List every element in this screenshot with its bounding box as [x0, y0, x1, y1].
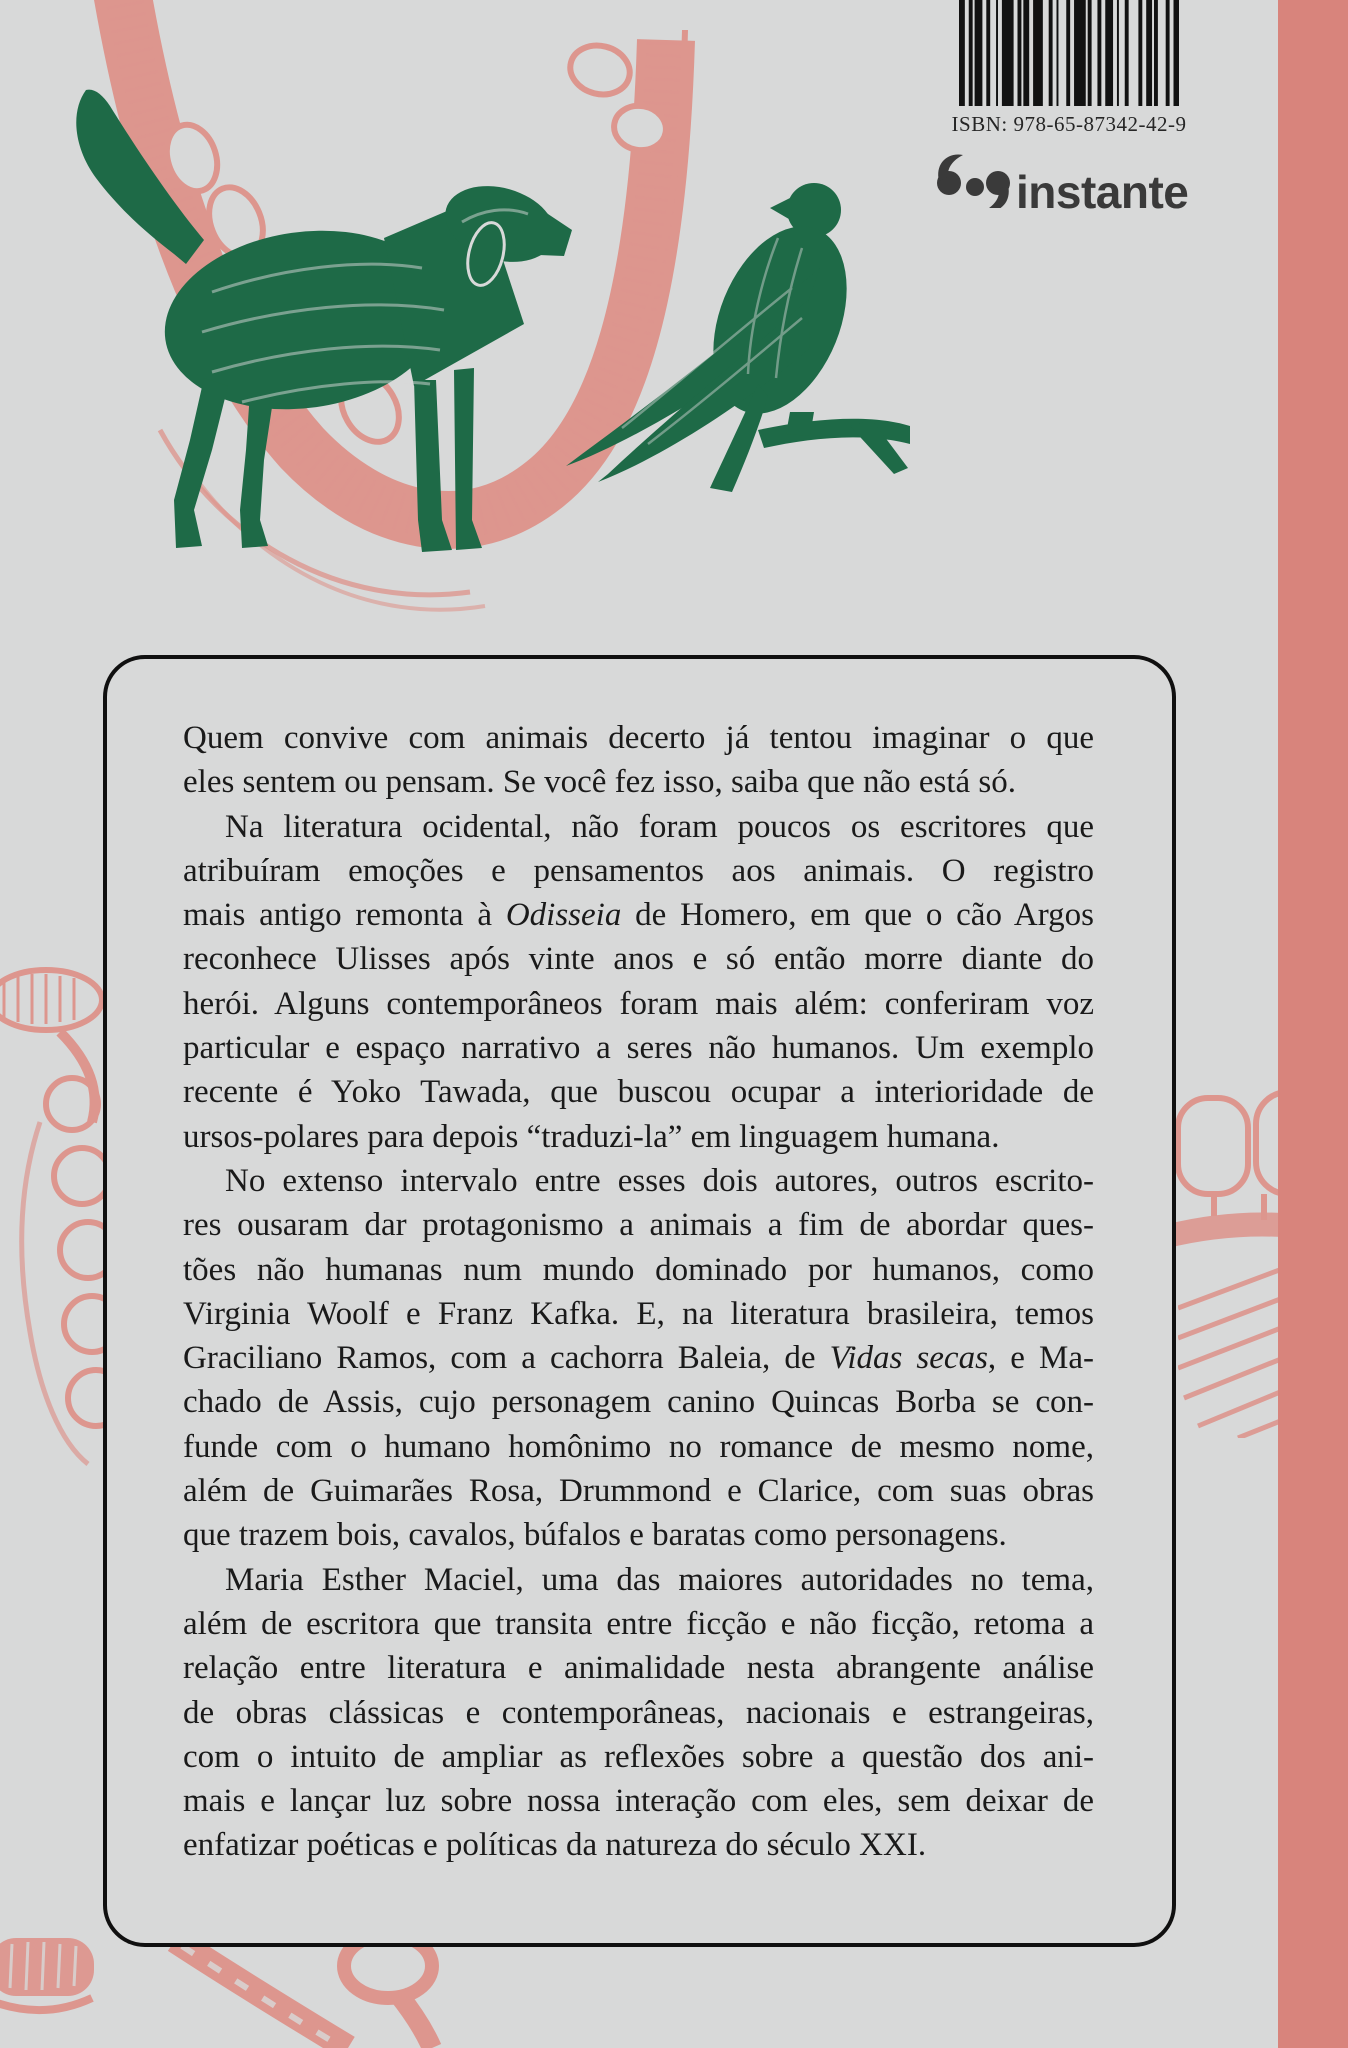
blurb-line: res ousaram dar protagonismo a animais a fim de abordar ques- [183, 1207, 1094, 1244]
blurb-line: reconhece Ulisses após vinte anos e só então morre diante do [183, 941, 1094, 978]
blurb-line: Maria Esther Maciel, uma das maiores autoridades no tema, [225, 1561, 1094, 1598]
barcode [959, 0, 1179, 106]
blurb-line: além de escritora que transita entre ficção e não ficção, retoma a [183, 1605, 1094, 1642]
blurb-line: mais antigo remonta à Odisseia de Homero, em que o cão Argos [183, 897, 1094, 934]
blurb-line: herói. Alguns contemporâneos foram mais além: conferiram voz [183, 985, 1094, 1022]
falcon-illustration [552, 168, 914, 506]
bones-illustration [0, 1936, 520, 2048]
blurb-line: eles sentem ou pensam. Se você fez isso, saiba que não está só. [183, 764, 1017, 801]
blurb-line: Na literatura ocidental, não foram poucos os escritores que [225, 808, 1094, 845]
blurb-line: enfatizar poéticas e políticas da natureza do século XXI. [183, 1827, 927, 1864]
blurb-line: que trazem bois, cavalos, búfalos e baratas como personagens. [183, 1517, 1007, 1554]
blurb-line: ursos-polares para depois “traduzi-la” em linguagem humana. [183, 1118, 1000, 1155]
blurb-line: relação entre literatura e animalidade nesta abrangente análise [183, 1650, 1094, 1687]
spine-color-strip [1278, 0, 1348, 2048]
publisher-logo [934, 150, 1189, 218]
barcode-group [938, 0, 1200, 137]
blurb-line: além de Guimarães Rosa, Drummond e Clarice, com suas obras [183, 1473, 1094, 1510]
blurb-line: tões não humanas num mundo dominado por humanos, como [183, 1251, 1094, 1288]
quotes-icon [934, 150, 1010, 208]
publisher-name: instante [1016, 166, 1189, 218]
blurb-line: No extenso intervalo entre esses dois autores, outros escrito- [225, 1162, 1094, 1199]
blurb-line: Graciliano Ramos, com a cachorra Baleia, de Vidas secas, e Ma- [183, 1340, 1094, 1377]
dog-illustration [62, 82, 574, 574]
blurb-line: recente é Yoko Tawada, que buscou ocupar a interioridade de [183, 1074, 1094, 1111]
blurb-line: atribuíram emoções e pensamentos aos animais. O registro [183, 852, 1094, 889]
blurb-line: particular e espaço narrativo a seres não humanos. Um exemplo [183, 1030, 1094, 1067]
vertebrae-illustration [0, 952, 112, 1472]
blurb [183, 716, 1094, 1868]
blurb-line: mais e lançar luz sobre nossa interação com eles, sem deixar de [183, 1783, 1094, 1820]
blurb-line: com o intuito de ampliar as reflexões sobre a questão dos ani- [183, 1738, 1094, 1775]
blurb-line: funde com o humano homônimo no romance de mesmo nome, [183, 1428, 1094, 1465]
isbn-label: ISBN: 978-65-87342-42-9 [951, 112, 1187, 136]
blurb-line: Quem convive com animais decerto já tentou imaginar o que [183, 720, 1094, 756]
blurb-line: de obras clássicas e contemporâneas, nacionais e estrangeiras, [183, 1694, 1094, 1731]
blurb-line: chado de Assis, cujo personagem canino Quincas Borba se con- [183, 1384, 1094, 1421]
blurb-line: Virginia Woolf e Franz Kafka. E, na literatura brasileira, temos [183, 1295, 1094, 1332]
blurb-box [103, 655, 1176, 1947]
